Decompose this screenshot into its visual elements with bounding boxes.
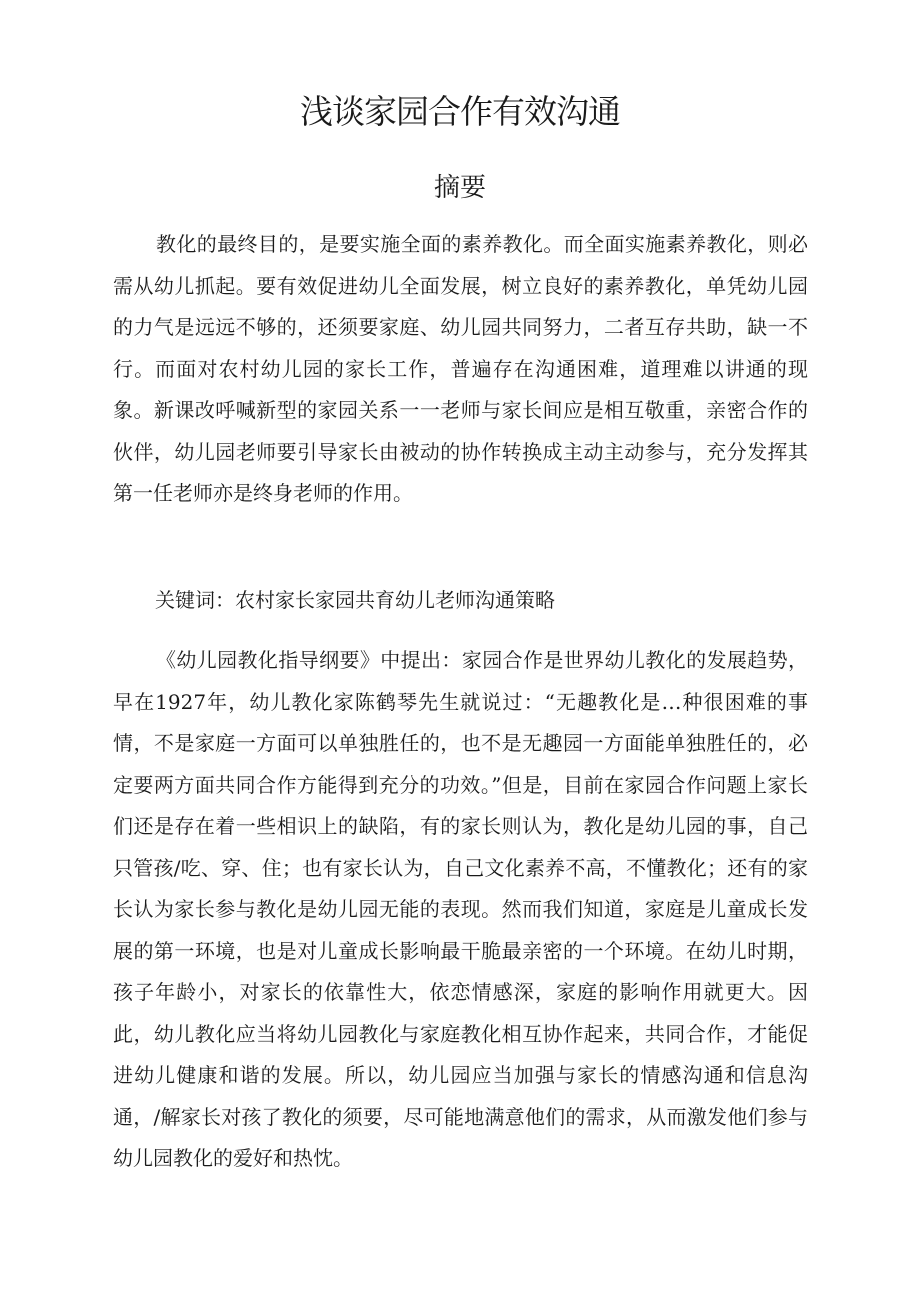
abstract-heading: 摘要	[433, 173, 486, 203]
document-title: 浅谈家园合作有效沟通	[300, 92, 620, 131]
body-paragraph: 《幼儿园教化指导纲要》中提出：家园合作是世界幼儿教化的发展趋势，早在1927年，幼儿教化家陈鹤琴先生就说过：“无趣教化是…种很困难的事情，不是家庭一方面可以单独胜任的，也不是无趣园一方面能单独胜任的，必定要两方面共同合作方能得到充分的功效。”但是，目前在家园合作问题上家长们还是存在着一些相识上的缺陷，有的家长则认为，教化是幼儿园的事，自己只管孩/吃、穿、住；也有家长认为，自己文化素养不高，不懂教化；还有的家长认为家长参与教化是幼儿园无能的表现。然而我们知道，家庭是儿童成长发展的第一环境，也是对儿童成长影响最干脆最亲密的一个环境。在幼儿时期，孩子年龄小，对家长的依靠性大，依恋情感深，家庭的影响作用就更大。因此，幼儿教化应当将幼儿园教化与家庭教化相互协作起来，共同合作，才能促进幼儿健康和谐的发展。所以，幼儿园应当加强与家长的情感沟通和信息沟通，/解家长对孩了教化的须要，尽可能地满意他们的需求，从而激发他们参与幼儿园教化的爱好和热忱。	[113, 648, 808, 1170]
abstract-paragraph: 教化的最终目的，是要实施全面的素养教化。而全面实施素养教化，则必需从幼儿抓起。要有效促进幼儿全面发展，树立良好的素养教化，单凭幼儿园的力气是远远不够的，还须要家庭、幼儿园共同努力，二者互存共助，缺一不行。而面对农村幼儿园的家长工作，普遍存在沟通困难，道理难以讲通的现象。新课改呼喊新型的家园关系一一老师与家长间应是相互敬重，亲密合作的伙伴，幼儿园老师要引导家长由被动的协作转换成主动主动参与，充分发挥其第一任老师亦是终身老师的作用。	[113, 232, 808, 505]
keywords-line: 关键词：农村家长家园共育幼儿老师沟通策略	[155, 588, 555, 612]
